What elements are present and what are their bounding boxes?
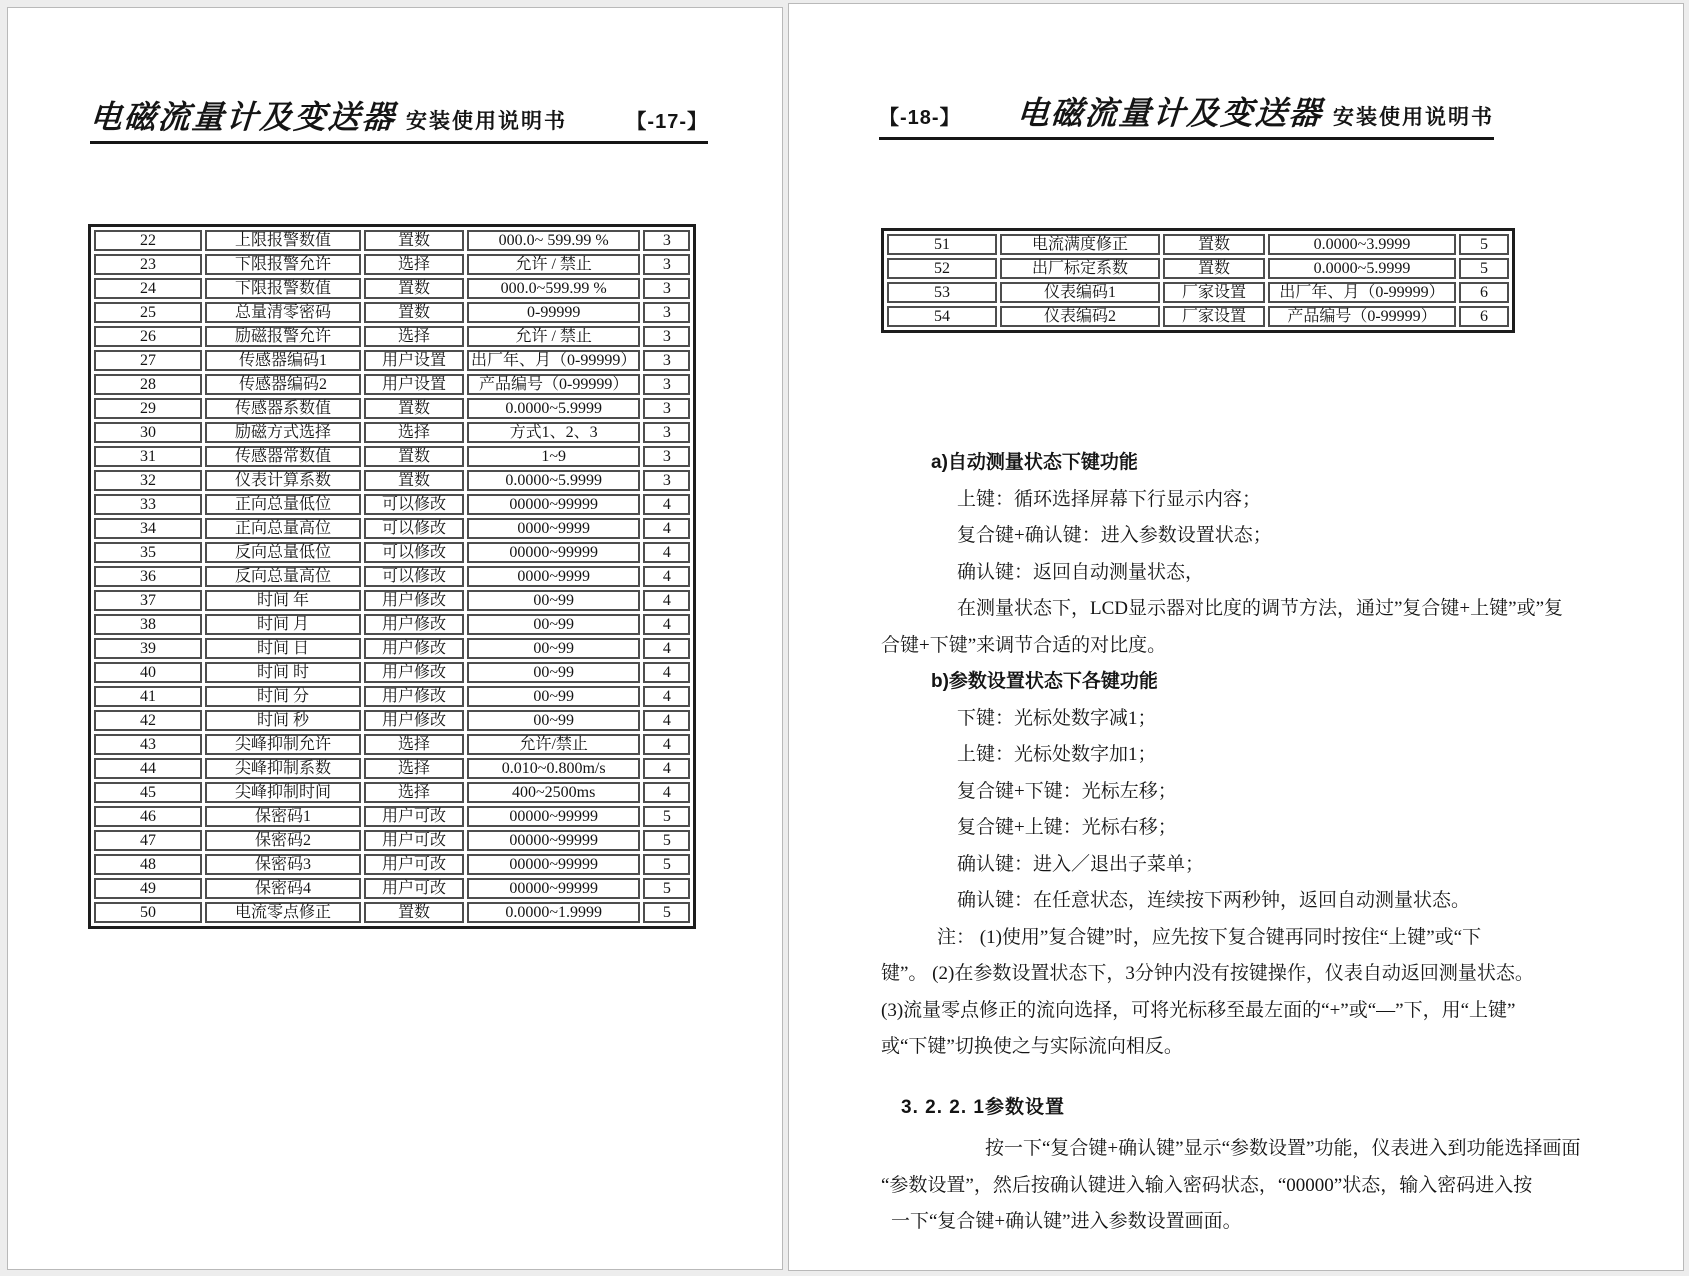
- table-cell: 4: [643, 710, 690, 731]
- table-cell: 53: [887, 282, 997, 303]
- table-cell: 传感器编码2: [205, 374, 361, 395]
- table-cell: 仪表计算系数: [205, 470, 361, 491]
- table-cell: 3: [643, 446, 690, 467]
- manual-title-group: [90, 92, 567, 138]
- table-row: [94, 446, 690, 467]
- table-cell: 24: [94, 278, 202, 299]
- page-17: [7, 7, 783, 1270]
- table-cell: 保密码1: [205, 806, 361, 827]
- table-cell: 50: [94, 902, 202, 923]
- table-cell: 48: [94, 854, 202, 875]
- table-cell: 22: [94, 230, 202, 251]
- table-cell: 传感器编码1: [205, 350, 361, 371]
- table-cell: 25: [94, 302, 202, 323]
- table-cell: 28: [94, 374, 202, 395]
- table-cell: 38: [94, 614, 202, 635]
- table-cell: 4: [643, 614, 690, 635]
- table-cell: 用户可改: [364, 854, 464, 875]
- table-row: [94, 326, 690, 347]
- table-cell: 00~99: [467, 614, 640, 635]
- table-cell: 尖峰抑制时间: [205, 782, 361, 803]
- table-cell: 29: [94, 398, 202, 419]
- note-line: 注： (1)使用”复合键”时，应先按下复合键再同时按住“上键”或“下: [937, 926, 1482, 948]
- table-cell: 允许 / 禁止: [467, 254, 640, 275]
- table-row: [94, 614, 690, 635]
- table-cell: 4: [643, 542, 690, 563]
- table-cell: 0.010~0.800m/s: [467, 758, 640, 779]
- table-cell: 3: [643, 470, 690, 491]
- text-line: 下键：光标处数字减1；: [957, 707, 1157, 729]
- table-cell: 反向总量高位: [205, 566, 361, 587]
- table-cell: 尖峰抑制允许: [205, 734, 361, 755]
- table-cell: 时间 秒: [205, 710, 361, 731]
- table-cell: 时间 时: [205, 662, 361, 683]
- table-cell: 43: [94, 734, 202, 755]
- table-row: [94, 638, 690, 659]
- table-cell: 33: [94, 494, 202, 515]
- table-cell: 49: [94, 878, 202, 899]
- table-row: [94, 278, 690, 299]
- table-cell: 000.0~599.99 %: [467, 278, 640, 299]
- note-line: 键”。 (2)在参数设置状态下，3分钟内没有按键操作，仪表自动返回测量状态。: [881, 963, 1534, 984]
- page-header: [90, 92, 708, 144]
- parameter-table-wrapper: [881, 228, 1515, 333]
- table-cell: 36: [94, 566, 202, 587]
- paragraph-line: “参数设置”，然后按确认键进入输入密码状态，“00000”状态，输入密码进入按: [881, 1174, 1533, 1196]
- table-cell: 0000~9999: [467, 518, 640, 539]
- table-cell: 置数: [364, 470, 464, 491]
- table-cell: 3: [643, 422, 690, 443]
- table-cell: 5: [1459, 258, 1509, 279]
- table-cell: 可以修改: [364, 494, 464, 515]
- table-cell: 用户修改: [364, 686, 464, 707]
- table-cell: 时间 分: [205, 686, 361, 707]
- table-cell: 时间 月: [205, 614, 361, 635]
- table-cell: 37: [94, 590, 202, 611]
- table-cell: 00000~99999: [467, 878, 640, 899]
- table-cell: 仪表编码2: [1000, 306, 1160, 327]
- body-text: [881, 445, 1581, 1241]
- subsection-b-heading: b)参数设置状态下各键功能: [931, 671, 1158, 692]
- table-cell: 00~99: [467, 710, 640, 731]
- table-cell: 5: [643, 878, 690, 899]
- table-cell: 54: [887, 306, 997, 327]
- text-line: 确认键：在任意状态，连续按下两秒钟，返回自动测量状态。: [957, 890, 1471, 911]
- table-cell: 时间 年: [205, 590, 361, 611]
- table-row: [94, 374, 690, 395]
- table-cell: 4: [643, 734, 690, 755]
- table-row: [94, 758, 690, 779]
- note-line: (3)流量零点修正的流向选择，可将光标移至最左面的“+”或“—”下，用“上键”: [881, 999, 1516, 1021]
- table-cell: 47: [94, 830, 202, 851]
- table-cell: 26: [94, 326, 202, 347]
- table-cell: 3: [643, 350, 690, 371]
- table-row: [94, 422, 690, 443]
- table-cell: 传感器系数值: [205, 398, 361, 419]
- text-line: 上键：循环选择屏幕下行显示内容；: [957, 488, 1262, 510]
- table-cell: 用户修改: [364, 590, 464, 611]
- table-cell: 0000~9999: [467, 566, 640, 587]
- table-cell: 3: [643, 326, 690, 347]
- table-row: [94, 542, 690, 563]
- table-cell: 45: [94, 782, 202, 803]
- table-cell: 正向总量低位: [205, 494, 361, 515]
- text-line: 合键+下键”来调节合适的对比度。: [881, 634, 1167, 656]
- table-cell: 电流零点修正: [205, 902, 361, 923]
- table-row: [94, 470, 690, 491]
- table-cell: 用户设置: [364, 374, 464, 395]
- table-row: [94, 518, 690, 539]
- table-cell: 44: [94, 758, 202, 779]
- table-row: [94, 854, 690, 875]
- table-cell: 5: [643, 806, 690, 827]
- table-cell: 允许 / 禁止: [467, 326, 640, 347]
- table-cell: 选择: [364, 254, 464, 275]
- table-row: [94, 710, 690, 731]
- table-cell: 4: [643, 518, 690, 539]
- table-cell: 0-99999: [467, 302, 640, 323]
- table-cell: 用户修改: [364, 614, 464, 635]
- table-cell: 0.0000~5.9999: [467, 470, 640, 491]
- table-cell: 3: [643, 374, 690, 395]
- table-cell: 保密码4: [205, 878, 361, 899]
- table-cell: 00~99: [467, 686, 640, 707]
- table-cell: 39: [94, 638, 202, 659]
- paragraph-line: 一下“复合键+确认键”进入参数设置画面。: [891, 1211, 1242, 1232]
- table-cell: 励磁报警允许: [205, 326, 361, 347]
- parameter-table: [884, 231, 1512, 330]
- table-cell: 4: [643, 686, 690, 707]
- table-cell: 42: [94, 710, 202, 731]
- table-cell: 5: [643, 854, 690, 875]
- manual-title: 电磁流量计及变送器: [88, 99, 398, 135]
- table-cell: 5: [1459, 234, 1509, 255]
- page-number: 【-17-】: [626, 111, 708, 133]
- table-cell: 4: [643, 758, 690, 779]
- table-cell: 选择: [364, 734, 464, 755]
- table-row: [887, 258, 1509, 279]
- table-row: [94, 830, 690, 851]
- table-cell: 52: [887, 258, 997, 279]
- table-cell: 27: [94, 350, 202, 371]
- table-cell: 置数: [364, 902, 464, 923]
- table-cell: 3: [643, 398, 690, 419]
- table-cell: 置数: [364, 302, 464, 323]
- table-cell: 3: [643, 302, 690, 323]
- text-line: 复合键+下键：光标左移；: [957, 780, 1177, 802]
- table-cell: 00~99: [467, 590, 640, 611]
- manual-subtitle: 安装使用说明书: [1333, 106, 1494, 129]
- table-cell: 23: [94, 254, 202, 275]
- table-cell: 产品编号（0-99999）: [1268, 306, 1456, 327]
- table-cell: 用户修改: [364, 710, 464, 731]
- table-cell: 厂家设置: [1163, 282, 1265, 303]
- table-cell: 置数: [364, 398, 464, 419]
- table-cell: 置数: [364, 230, 464, 251]
- manual-subtitle: 安装使用说明书: [406, 110, 568, 133]
- table-cell: 00000~99999: [467, 830, 640, 851]
- table-cell: 4: [643, 638, 690, 659]
- table-row: [94, 566, 690, 587]
- section-heading-3-2-2-1: 3. 2. 2. 1参数设置: [901, 1096, 1065, 1118]
- table-cell: 正向总量高位: [205, 518, 361, 539]
- table-cell: 4: [643, 494, 690, 515]
- table-cell: 0.0000~1.9999: [467, 902, 640, 923]
- table-cell: 置数: [1163, 234, 1265, 255]
- table-row: [94, 878, 690, 899]
- table-cell: 40: [94, 662, 202, 683]
- table-cell: 00000~99999: [467, 806, 640, 827]
- manual-title-group: [1017, 88, 1494, 134]
- table-cell: 选择: [364, 422, 464, 443]
- table-cell: 30: [94, 422, 202, 443]
- table-cell: 置数: [364, 278, 464, 299]
- table-row: [887, 234, 1509, 255]
- table-cell: 可以修改: [364, 542, 464, 563]
- table-cell: 0.0000~3.9999: [1268, 234, 1456, 255]
- table-cell: 00~99: [467, 638, 640, 659]
- table-cell: 3: [643, 230, 690, 251]
- table-cell: 方式1、2、3: [467, 422, 640, 443]
- table-row: [887, 282, 1509, 303]
- table-cell: 仪表编码1: [1000, 282, 1160, 303]
- table-row: [94, 806, 690, 827]
- table-cell: 用户可改: [364, 878, 464, 899]
- table-row: [94, 782, 690, 803]
- table-row: [94, 398, 690, 419]
- table-cell: 3: [643, 278, 690, 299]
- table-cell: 可以修改: [364, 566, 464, 587]
- table-cell: 3: [643, 254, 690, 275]
- table-cell: 31: [94, 446, 202, 467]
- text-line: 在测量状态下，LCD显示器对比度的调节方法，通过”复合键+上键”或”复: [957, 598, 1564, 619]
- table-cell: 6: [1459, 282, 1509, 303]
- table-row: [94, 734, 690, 755]
- table-cell: 选择: [364, 782, 464, 803]
- table-cell: 时间 日: [205, 638, 361, 659]
- text-line: 复合键+确认键：进入参数设置状态；: [957, 525, 1272, 546]
- table-cell: 000.0~ 599.99 %: [467, 230, 640, 251]
- text-line: 上键：光标处数字加1；: [957, 744, 1157, 765]
- table-cell: 00000~99999: [467, 854, 640, 875]
- table-cell: 35: [94, 542, 202, 563]
- table-row: [94, 230, 690, 251]
- parameter-table-wrapper: [88, 224, 696, 929]
- manual-title: 电磁流量计及变送器: [1015, 95, 1325, 131]
- table-cell: 用户修改: [364, 662, 464, 683]
- table-cell: 4: [643, 566, 690, 587]
- table-cell: 32: [94, 470, 202, 491]
- table-row: [94, 590, 690, 611]
- table-cell: 励磁方式选择: [205, 422, 361, 443]
- table-cell: 保密码2: [205, 830, 361, 851]
- table-row: [94, 686, 690, 707]
- table-cell: 保密码3: [205, 854, 361, 875]
- table-cell: 传感器常数值: [205, 446, 361, 467]
- text-line: 确认键：进入／退出子菜单；: [957, 853, 1205, 875]
- table-cell: 上限报警数值: [205, 230, 361, 251]
- table-cell: 选择: [364, 758, 464, 779]
- table-cell: 选择: [364, 326, 464, 347]
- page-header: [879, 88, 1494, 140]
- table-cell: 产品编号（0-99999）: [467, 374, 640, 395]
- table-row: [94, 662, 690, 683]
- table-cell: 置数: [1163, 258, 1265, 279]
- table-cell: 用户可改: [364, 830, 464, 851]
- table-cell: 5: [643, 830, 690, 851]
- table-cell: 00000~99999: [467, 494, 640, 515]
- table-row: [887, 306, 1509, 327]
- table-cell: 下限报警允许: [205, 254, 361, 275]
- table-cell: 4: [643, 662, 690, 683]
- table-cell: 置数: [364, 446, 464, 467]
- table-cell: 出厂年、月（0-99999）: [1268, 282, 1456, 303]
- table-row: [94, 902, 690, 923]
- paragraph-line: 按一下“复合键+确认键”显示“参数设置”功能，仪表进入到功能选择画面: [985, 1138, 1581, 1159]
- table-cell: 4: [643, 590, 690, 611]
- table-cell: 0.0000~5.9999: [1268, 258, 1456, 279]
- table-cell: 00~99: [467, 662, 640, 683]
- table-cell: 41: [94, 686, 202, 707]
- table-cell: 00000~99999: [467, 542, 640, 563]
- table-row: [94, 494, 690, 515]
- table-row: [94, 254, 690, 275]
- note-line: 或“下键”切换使之与实际流向相反。: [881, 1036, 1183, 1057]
- table-cell: 400~2500ms: [467, 782, 640, 803]
- table-cell: 1~9: [467, 446, 640, 467]
- text-line: 确认键：返回自动测量状态，: [957, 561, 1205, 583]
- table-cell: 尖峰抑制系数: [205, 758, 361, 779]
- table-cell: 出厂年、月（0-99999）: [467, 350, 640, 371]
- table-row: [94, 302, 690, 323]
- table-cell: 反向总量低位: [205, 542, 361, 563]
- table-cell: 出厂标定系数: [1000, 258, 1160, 279]
- table-cell: 总量清零密码: [205, 302, 361, 323]
- table-cell: 用户设置: [364, 350, 464, 371]
- table-cell: 6: [1459, 306, 1509, 327]
- table-cell: 用户可改: [364, 806, 464, 827]
- table-row: [94, 350, 690, 371]
- table-cell: 51: [887, 234, 997, 255]
- table-cell: 46: [94, 806, 202, 827]
- table-cell: 厂家设置: [1163, 306, 1265, 327]
- table-cell: 下限报警数值: [205, 278, 361, 299]
- table-cell: 用户修改: [364, 638, 464, 659]
- table-cell: 可以修改: [364, 518, 464, 539]
- table-cell: 电流满度修正: [1000, 234, 1160, 255]
- parameter-table: [91, 227, 693, 926]
- text-line: 复合键+上键：光标右移；: [957, 817, 1177, 838]
- subsection-a-heading: a)自动测量状态下键功能: [931, 452, 1138, 473]
- table-cell: 34: [94, 518, 202, 539]
- table-cell: 0.0000~5.9999: [467, 398, 640, 419]
- table-cell: 4: [643, 782, 690, 803]
- table-cell: 允许/禁止: [467, 734, 640, 755]
- page-18: [788, 3, 1684, 1271]
- page-number: 【-18-】: [879, 107, 961, 129]
- table-cell: 5: [643, 902, 690, 923]
